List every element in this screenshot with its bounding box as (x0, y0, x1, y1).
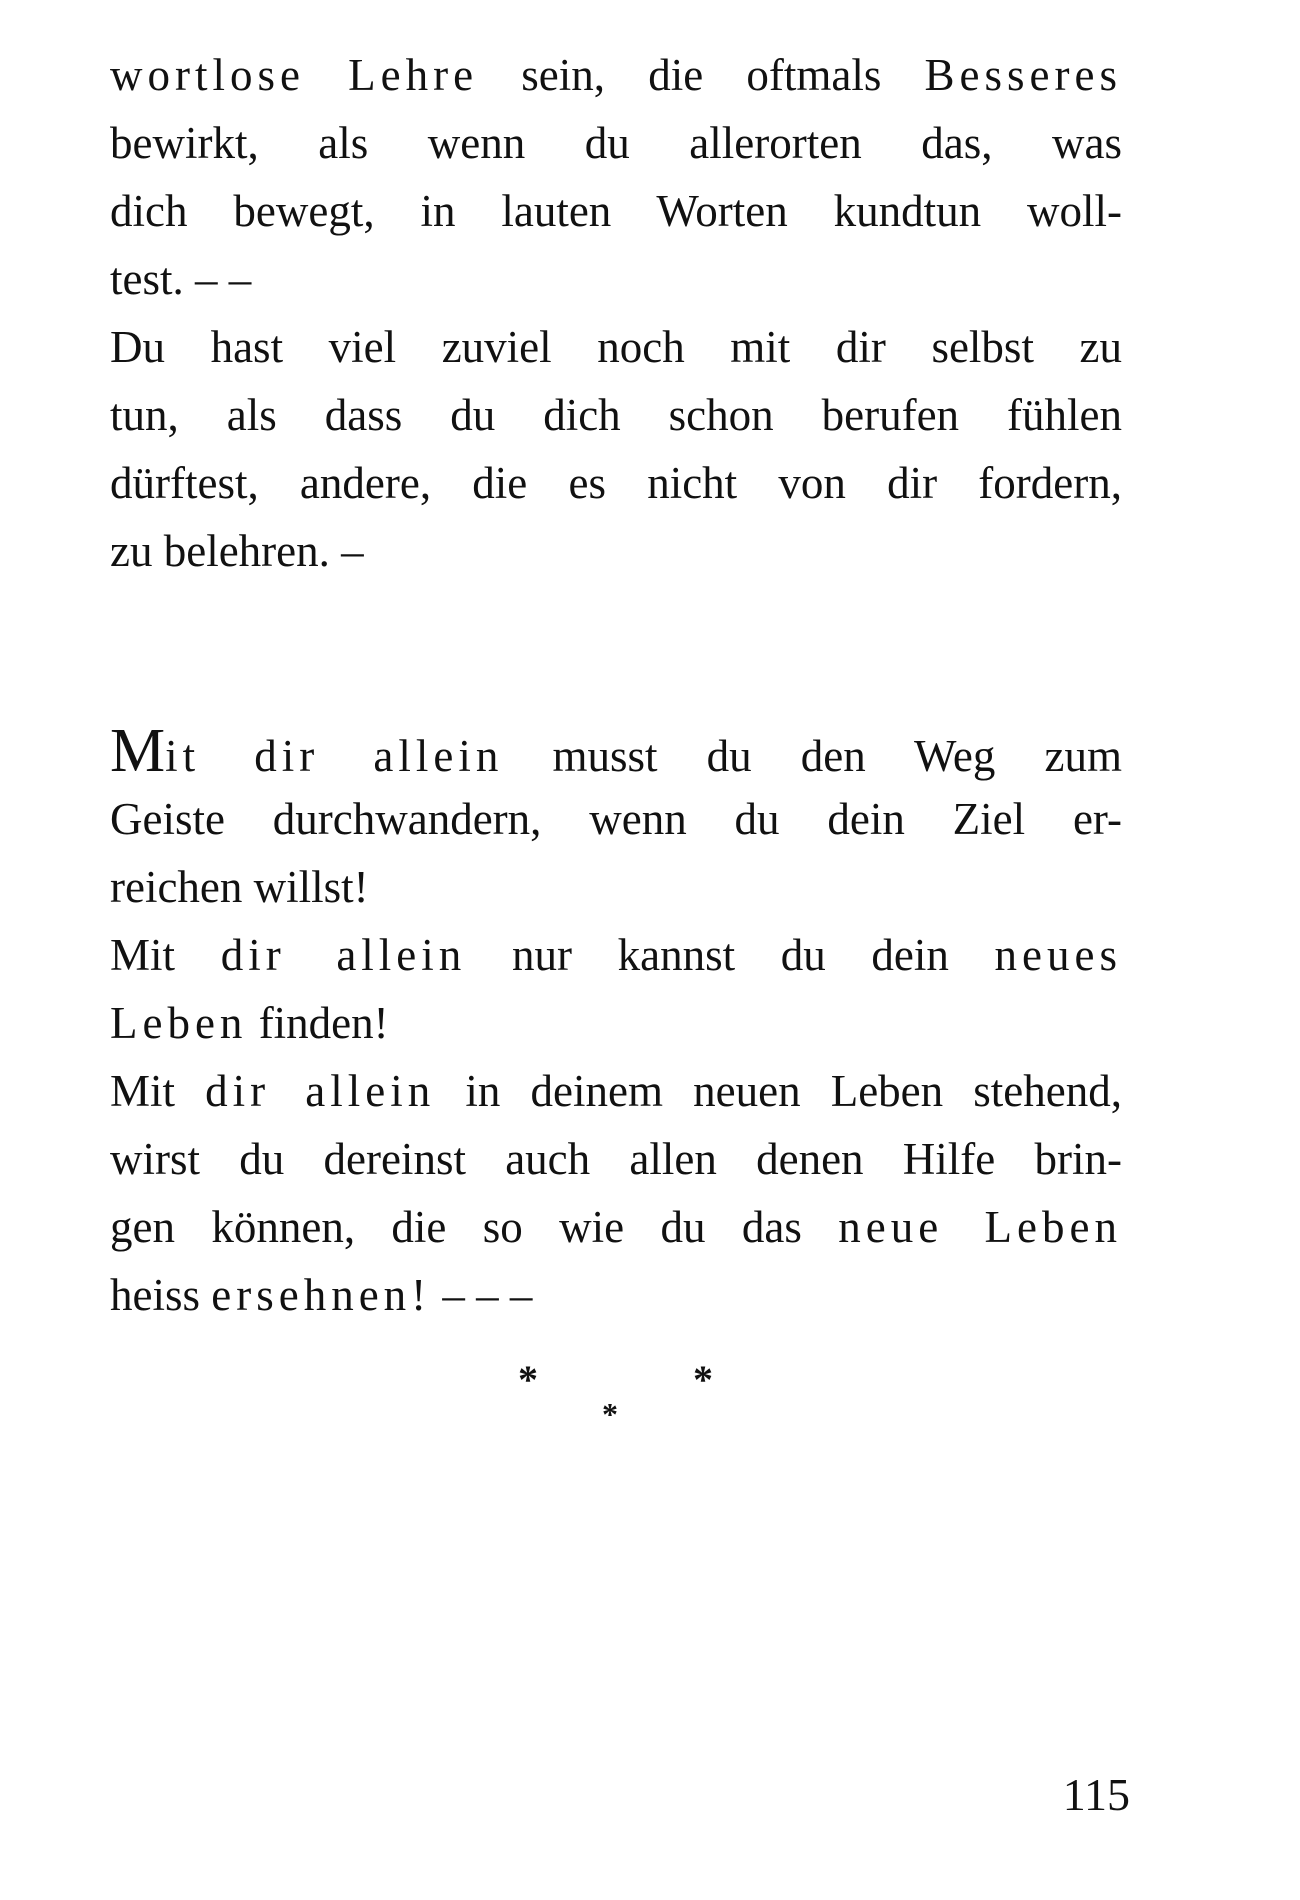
text-line: dürftest, andere, die es nicht von dir fordern, (110, 458, 1122, 508)
spaced-word: wortlose (110, 50, 305, 100)
page-number: 115 (1062, 1769, 1130, 1820)
drop-cap: M (110, 717, 166, 785)
text-line: tun, als dass du dich schon berufen fühlen (110, 390, 1122, 440)
text-line (110, 40, 1122, 110)
text-line: zu belehren. – (110, 526, 364, 576)
spaced-word: Lehre (348, 50, 479, 100)
text-line (110, 1056, 1122, 1126)
spaced-phrase: neue Leben (838, 1202, 1122, 1252)
spaced-word: ersehnen! (211, 1270, 432, 1320)
text-line (110, 988, 1122, 1058)
text-line: reichen willst! (110, 862, 369, 912)
dash-span: – – – (442, 1270, 533, 1320)
text-span: Mit (110, 930, 176, 980)
text-line: dich bewegt, in lauten Worten kundtun woll- (110, 186, 1122, 236)
text-span: gen können, die so wie du das (110, 1202, 802, 1252)
text-span: nur kannst du dein (511, 930, 949, 980)
spaced-word: Leben (110, 998, 248, 1048)
text-line: test. – – (110, 254, 252, 304)
text-span: finden! (258, 998, 389, 1048)
spaced-phrase: it dir allein (165, 731, 504, 781)
spaced-word: neues (994, 930, 1122, 980)
text-line (110, 1192, 1122, 1262)
spaced-phrase: dir allein (220, 930, 467, 980)
spaced-phrase: dir allein (205, 1066, 436, 1116)
spaced-word: Besseres (924, 50, 1122, 100)
text-span: heiss (110, 1270, 200, 1320)
asterisk-ornament: * (602, 1396, 618, 1432)
text-span: sein, die oftmals (521, 50, 882, 100)
text-line: bewirkt, als wenn du allerorten das, was (110, 118, 1122, 168)
text-line (110, 716, 1122, 786)
text-line (110, 1260, 1122, 1330)
text-line: Geiste durchwandern, wenn du dein Ziel er- (110, 794, 1122, 844)
text-line: wirst du dereinst auch allen denen Hilfe brin- (110, 1134, 1122, 1184)
asterisk-ornament: * (518, 1357, 538, 1402)
text-line (110, 920, 1122, 990)
text-span: Mit (110, 1066, 176, 1116)
text-line: Du hast viel zuviel noch mit dir selbst zu (110, 322, 1122, 372)
asterisk-ornament: * (693, 1357, 713, 1402)
text-span: musst du den Weg zum (552, 731, 1123, 781)
text-span: in deinem neuen Leben stehend, (465, 1066, 1123, 1116)
